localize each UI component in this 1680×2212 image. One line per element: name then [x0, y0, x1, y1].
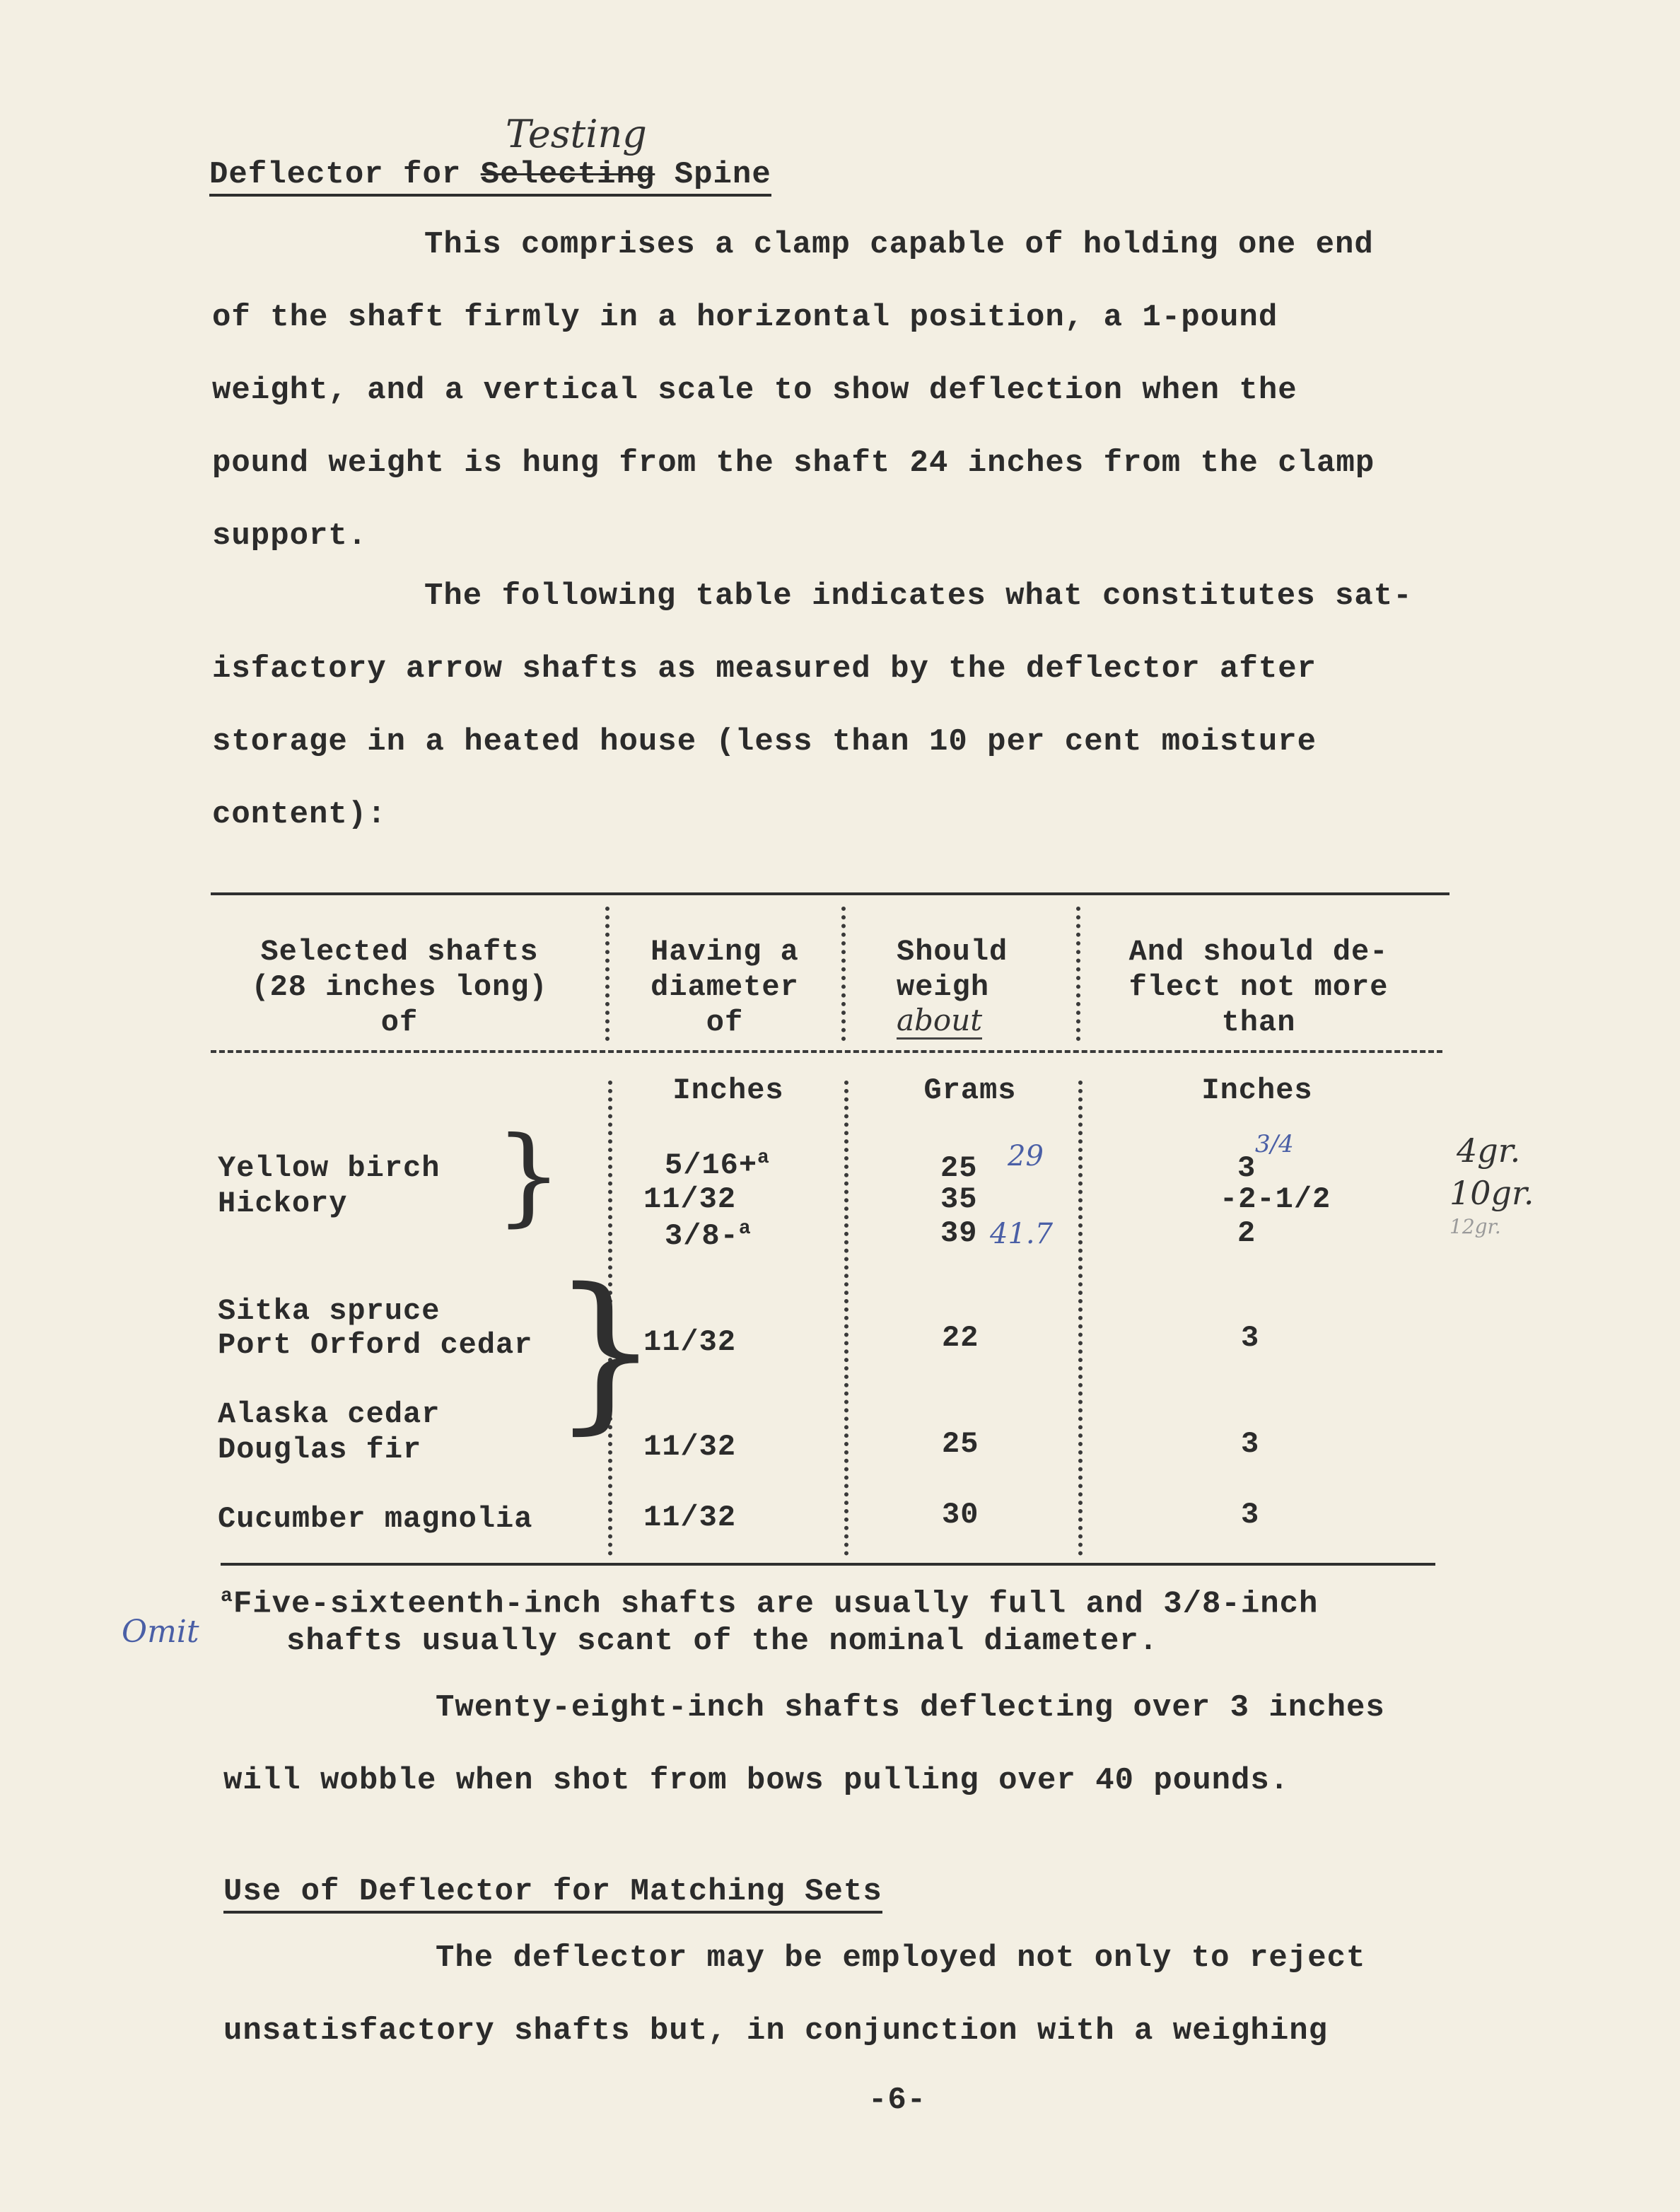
- weight-group3: 25: [942, 1427, 979, 1461]
- page-number: -6-: [868, 2083, 927, 2118]
- species-port-orford-cedar: Port Orford cedar: [218, 1328, 533, 1362]
- column-separator: [844, 1081, 853, 1556]
- header-col3: Should: [897, 935, 1008, 969]
- unit-diameter: Inches: [672, 1073, 784, 1107]
- weight-39: 39: [940, 1216, 978, 1250]
- footnote-line2: shafts usually scant of the nominal diameter.: [286, 1624, 1159, 1659]
- deflection-2: 2: [1237, 1216, 1256, 1250]
- header-col4: And should de-: [1128, 935, 1389, 969]
- brace-group2: }: [552, 1252, 660, 1450]
- deflection-group4: 3: [1241, 1498, 1260, 1532]
- header-col1: Selected shafts: [260, 935, 539, 969]
- deflection-group3: 3: [1241, 1427, 1260, 1461]
- species-alaska-cedar: Alaska cedar: [218, 1397, 441, 1431]
- weight-hand-41-7: 41.7: [990, 1218, 1054, 1250]
- species-yellow-birch: Yellow birch: [218, 1151, 441, 1185]
- species-hickory: Hickory: [218, 1187, 348, 1221]
- brace-group1: }: [495, 1114, 563, 1238]
- margin-note-omit: Omit: [122, 1614, 199, 1650]
- unit-weight: Grams: [923, 1073, 1017, 1107]
- diameter-group2: 11/32: [643, 1325, 737, 1359]
- header-col3-handwritten: about: [897, 1003, 982, 1040]
- diameter-group4: 11/32: [643, 1501, 737, 1535]
- table-header-divider: [211, 1050, 1442, 1053]
- diameter-group3: 11/32: [643, 1430, 737, 1464]
- weight-hand-29: 29: [1008, 1140, 1044, 1172]
- diameter-11-32: 11/32: [643, 1182, 737, 1216]
- margin-note-4gr: 4gr.: [1457, 1131, 1521, 1170]
- paragraph-wobble: Twenty-eight-inch shafts deflecting over 3 inches will wobble when shot from bows pulling over 40 pounds.: [223, 1690, 1385, 1798]
- column-separator: [1078, 1081, 1087, 1556]
- deflection-2-1-2: -2-1/2: [1220, 1182, 1331, 1216]
- header-col2: Having a: [651, 935, 799, 969]
- section-heading-matching-sets: Use of Deflector for Matching Sets: [223, 1874, 882, 1914]
- document-page: Testing Deflector for Selecting Spine This comprises a clamp capable of holding one end of the shaft firmly in a horizontal position, a 1-pound weight, and a vertical scale to show deflection when the pound weight is hung from the shaft 24 inches from the clamp support. The following table indicates what constitutes sat- isfactory arrow shafts as measured by the deflector after storage in a heated house (less than 10 per cent moisture content): Selected shafts (28 inches long) of Having a diameter of Should weigh about And should de- flect not more than Inches Grams Inches Yellow birch Hickory } 5/16+$^a$ 11/32 3/8-$^a$ 25 29 35 39 41.7 3 3/4 -2-1/2 2 4gr. 10gr. 12gr. Sitka spruce Port Orford cedar Alaska cedar } 11/32 22 3 Douglas fir 11/32 25 3 Cucumber magnolia 11/32 30 3 Omit $^a$Five-sixteenth-inch shafts are usually full and 3/8-inch shafts usually scant of the nominal diameter. Twenty-eight-inch shafts deflecting over 3 inches will wobble when shot from bows pulling over 40 pounds. Use of Deflector for Matching Sets The deflector may be employed not only to reject unsatisfactory shafts but, in conjunction with a weighing -6-: [0, 0, 1680, 2212]
- paragraph-matching: The deflector may be employed not only to reject unsatisfactory shafts but, in conjunction with a weighing: [223, 1940, 1366, 2049]
- table-bottom-rule: [221, 1563, 1435, 1566]
- unit-deflection: Inches: [1201, 1073, 1313, 1107]
- species-sitka-spruce: Sitka spruce: [218, 1294, 441, 1328]
- deflection-group2: 3: [1241, 1321, 1260, 1355]
- paragraph-table-intro: The following table indicates what constitutes sat- isfactory arrow shafts as measured by the deflector after storage in a heated house (less than 10 per cent moisture content):: [212, 578, 1413, 832]
- deflection-hand-3-4: 3/4: [1255, 1130, 1294, 1158]
- footnote: $^a$Five-sixteenth-inch shafts are usually full and 3/8-inch: [221, 1585, 1319, 1622]
- weight-group4: 30: [942, 1498, 979, 1532]
- table-top-rule: [211, 892, 1449, 895]
- species-douglas-fir: Douglas fir: [218, 1433, 422, 1467]
- weight-35: 35: [940, 1182, 978, 1216]
- section-heading-deflector: Deflector for Selecting Spine: [209, 157, 771, 197]
- column-separator: [841, 907, 850, 1041]
- margin-note-12gr: 12gr.: [1449, 1215, 1501, 1238]
- weight-group2: 22: [942, 1321, 979, 1355]
- handwritten-insert: Testing: [506, 112, 647, 156]
- weight-25: 25: [940, 1151, 978, 1185]
- deflection-3: 3: [1237, 1151, 1256, 1185]
- margin-note-10gr: 10gr.: [1449, 1174, 1534, 1212]
- paragraph-description: This comprises a clamp capable of holding one end of the shaft firmly in a horizontal position, a 1-pound weight, and a vertical scale to show deflection when the pound weight is hung from the shaft 24 inches from the clamp support.: [212, 227, 1375, 554]
- species-cucumber-magnolia: Cucumber magnolia: [218, 1502, 533, 1536]
- diameter-5-16: 5/16+$^a$: [665, 1147, 770, 1182]
- column-separator: [605, 907, 614, 1041]
- column-separator: [1076, 907, 1085, 1041]
- struck-word: Selecting: [480, 157, 655, 192]
- diameter-3-8: 3/8-$^a$: [665, 1218, 752, 1253]
